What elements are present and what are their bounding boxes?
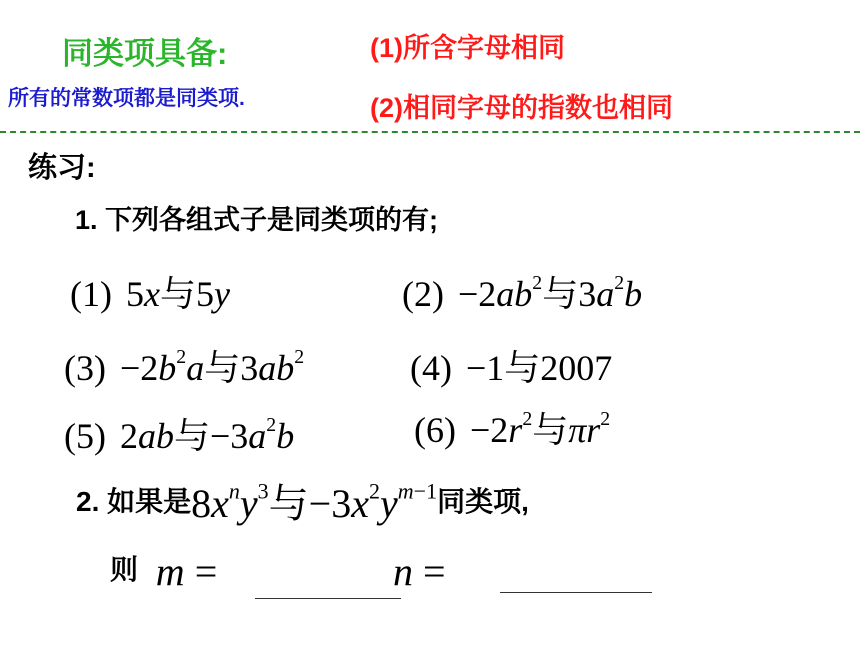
question-2-expression: $8x^ny^3$与$-3x^2y^{m-1}$	[191, 478, 438, 526]
n-answer-blank[interactable]	[500, 592, 652, 593]
pair-3-label: (3)	[64, 348, 106, 388]
question-2	[76, 472, 529, 529]
pair-6-label: (6)	[414, 410, 456, 450]
pair-1: (1) 5x与5y	[70, 274, 230, 314]
condition-1: (1)所含字母相同	[370, 33, 565, 63]
pair-1-label: (1)	[70, 274, 112, 314]
pair-4-label: (4)	[410, 348, 452, 388]
condition-2: (2)相同字母的指数也相同	[370, 93, 673, 123]
pair-5-label: (5)	[64, 416, 106, 456]
pair-3: $(3) -2b^2a$与$3ab^2$	[64, 346, 305, 388]
exercise-heading: 练习:	[28, 152, 96, 184]
pair-2: $(2) -2ab^2$与$3a^2b$	[402, 272, 643, 314]
m-answer-blank[interactable]	[255, 598, 401, 599]
m-equals: m =	[155, 549, 218, 594]
n-equals: n =	[393, 549, 446, 594]
question-3	[110, 548, 446, 595]
question-1-text: 1. 下列各组式子是同类项的有;	[75, 205, 439, 235]
pair-6: $(6) -2r^2$与$\pi r^2$	[414, 408, 611, 450]
pair-4: (4) −1与2007	[410, 348, 613, 388]
constant-note: 所有的常数项都是同类项.	[8, 87, 245, 110]
pair-5: (5) 2ab与$-3a^2b$	[64, 414, 295, 456]
question-2-suffix: 同类项,	[437, 486, 529, 517]
pair-2-label: (2)	[402, 274, 444, 314]
question-3-prefix: 则	[110, 554, 139, 585]
dashed-divider	[0, 131, 860, 133]
section-title: 同类项具备:	[62, 36, 228, 71]
question-2-prefix: 2. 如果是	[76, 486, 192, 517]
